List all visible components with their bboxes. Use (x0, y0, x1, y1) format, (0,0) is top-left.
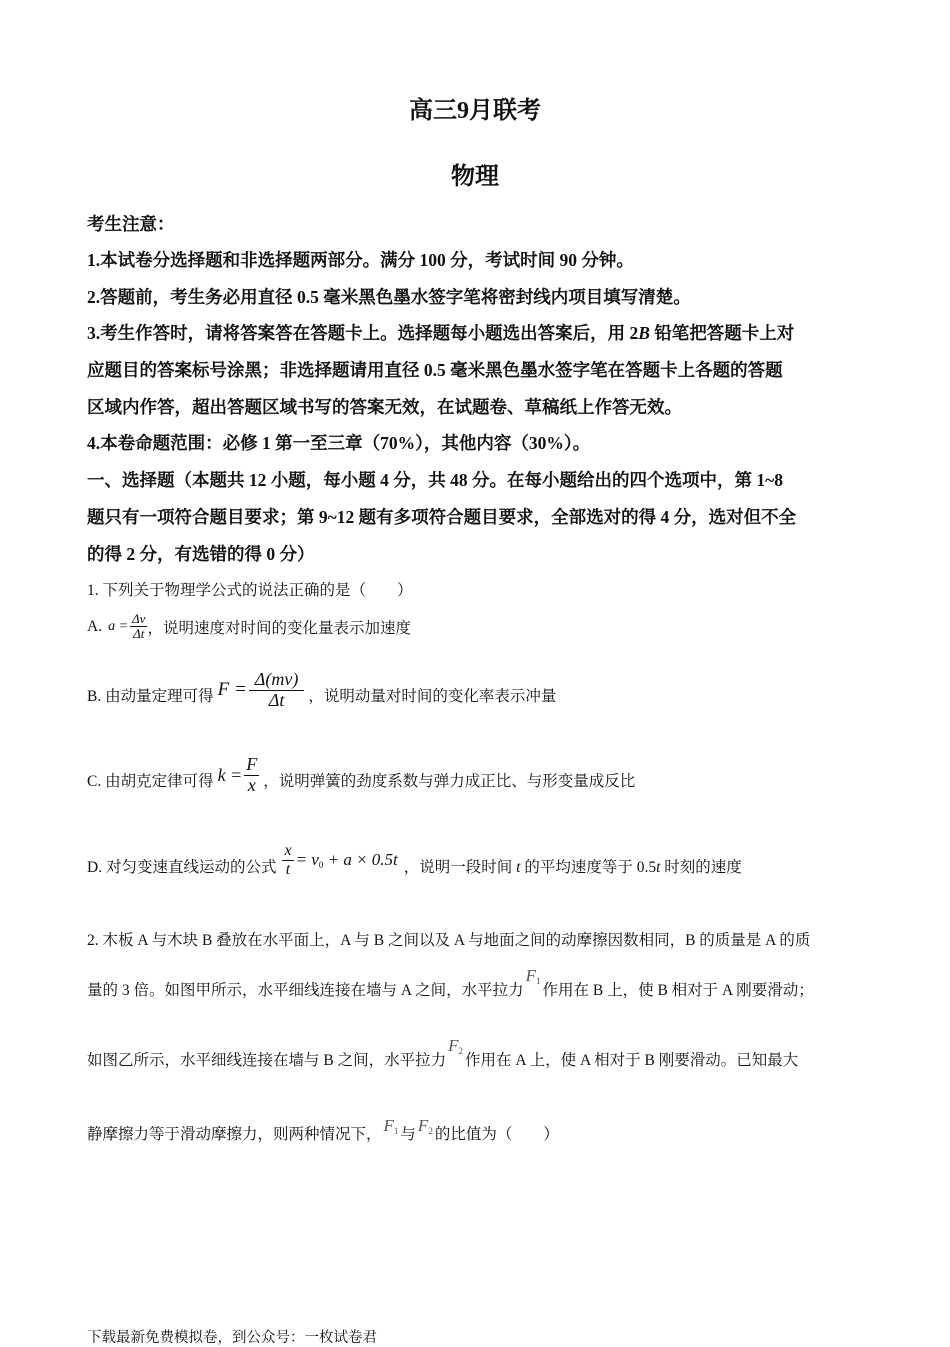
ratio-f1-symbol: $F_1$ (383, 1116, 399, 1136)
notice-line-3c: 区域内作答，超出答题区域书写的答案无效，在试题卷、草稿纸上作答无效。 (87, 397, 682, 417)
formula-c-lhs: k = (217, 764, 243, 785)
notice-line-3a: 3.考生作答时，请将答案答在答题卡上。选择题每小题选出答案后，用 2B 铅笔把答题卡上对 (87, 323, 795, 343)
q1-option-b: B. 由动量定理可得 F = $\frac{\Delta(mv)}{\Delta t}$ ，说明动量对时间的变化率表示冲量 (87, 669, 557, 710)
footer-promo: 下载最新免费模拟卷，到公众号：一枚试卷君 (87, 1330, 377, 1346)
subject-title: 物理 (451, 164, 499, 190)
q2-line-4: 静摩擦力等于滑动摩擦力，则两种情况下， $F_1$ 与 $F_2$ 的比值为（ ） (87, 1116, 559, 1143)
formula-d-fraction: $\frac{x}{t}$ (284, 842, 292, 878)
q1-option-d: D. 对匀变速直线运动的公式 $\frac{x}{t}$ = $v_0 + a \times 0.5t$ ，说明一段时间 t 的平均速度等于 0.5t 时刻的速度 (87, 842, 742, 878)
q1-stem: 1. 下列关于物理学公式的说法正确的是（ ） (87, 582, 413, 599)
section-heading-line-3: 的得 2 分，有选错的得 0 分） (87, 544, 315, 564)
notice-line-4: 4.本卷命题范围：必修 1 第一至三章（70%），其他内容（30%）。 (87, 433, 591, 453)
q1-option-a: A. a = $\frac{\Delta v}{\Delta t}$ ，说明速度对时间的变化量表示加速度 (87, 611, 411, 642)
force-f1-symbol: $F_1$ (525, 966, 541, 986)
notice-line-2: 2.答题前，考生务必用直径 0.5 毫米黑色墨水签字笔将密封线内项目填写清楚。 (87, 287, 691, 307)
formula-a-fraction: $\frac{\Delta v}{\Delta t}$ (132, 611, 146, 642)
q2-line-2: 量的 3 倍。如图甲所示，水平细线连接在墙与 A 之间，水平拉力 $F_1$ 作用在 B 上，使 B 相对于 A 刚要滑动； (87, 966, 814, 999)
page-title: 高三9月联考 (409, 98, 541, 124)
formula-b-fraction: $\frac{\Delta(mv)}{\Delta t}$ (249, 670, 305, 711)
formula-c-fraction: $\frac{F}{x}$ (246, 754, 258, 795)
section-heading-line-1: 一、选择题（本题共 12 小题，每小题 4 分，共 48 分。在每小题给出的四个选项中，第 1~8 (87, 470, 783, 490)
formula-b-lhs: F = (217, 679, 247, 701)
q1-option-c: C. 由胡克定律可得 k = $\frac{F}{x}$ ，说明弹簧的劲度系数与弹力成正比、与形变量成反比 (87, 754, 636, 795)
notice-heading: 考生注意： (87, 214, 175, 234)
force-f2-symbol: $F_2$ (448, 1036, 463, 1056)
q1-option-d-text: ，说明一段时间 t 的平均速度等于 0.5t 时刻的速度 (403, 859, 742, 877)
section-heading-line-2: 题只有一项符合题目要求；第 9~12 题有多项符合题目要求，全部选对的得 4 分，选对但不全 (87, 507, 797, 527)
formula-a-lhs: a = (108, 618, 129, 634)
q2-line-1: 2. 木板 A 与木块 B 叠放在水平面上，A 与 B 之间以及 A 与地面之间的动摩擦因数相同，B 的质量是 A 的质 (87, 932, 811, 949)
q2-line-3: 如图乙所示，水平细线连接在墙与 B 之间，水平拉力 $F_2$ 作用在 A 上，使 A 相对于 B 刚要滑动。已知最大 (87, 1036, 799, 1069)
notice-line-3b: 应题目的答案标号涂黑；非选择题请用直径 0.5 毫米黑色墨水签字笔在答题卡上各题的答题 (87, 360, 783, 380)
ratio-f2-symbol: $F_2$ (417, 1116, 433, 1136)
notice-line-1: 1.本试卷分选择题和非选择题两部分。满分 100 分，考试时间 90 分钟。 (87, 250, 634, 270)
formula-d-rhs: = $v_0 + a \times 0.5t$ (295, 850, 398, 871)
